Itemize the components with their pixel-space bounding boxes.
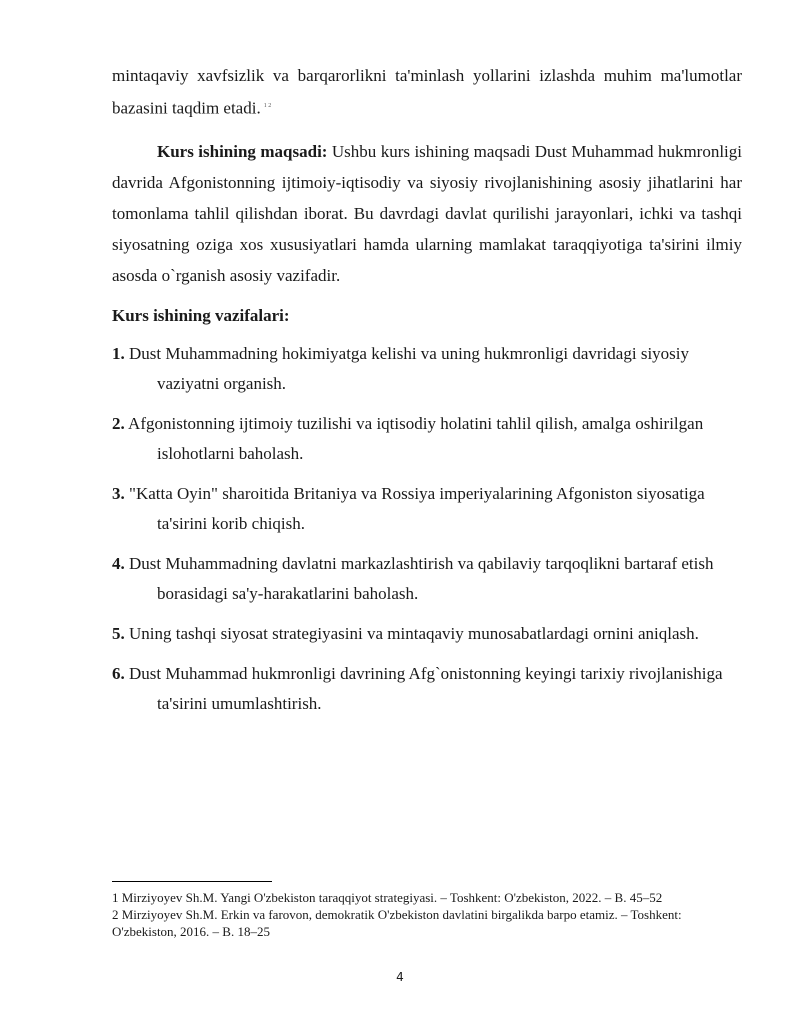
list-item — [112, 479, 742, 539]
item-number: 5. — [112, 623, 125, 643]
list-item — [112, 339, 742, 399]
item-text: Dust Muhammadning davlatni markazlashtirish va qabilaviy tarqoqlikni bartaraf etish borasidagi sa'y-harakatlarini baholash. — [124, 553, 714, 603]
tasks-heading: Kurs ishining vazifalari: — [112, 305, 290, 325]
item-text: Dust Muhammadning hokimiyatga kelishi va uning hukmronligi davridagi siyosiy vaziyatni organish. — [124, 343, 690, 393]
item-text: "Katta Oyin" sharoitida Britaniya va Rossiya imperiyalarining Afgoniston siyosatiga ta'sirini korib chiqish. — [124, 483, 705, 533]
list-item — [112, 659, 742, 719]
footnote-2: 2 Mirziyoyev Sh.M. Erkin va farovon, demokratik O'zbekiston davlatini birgalikda barpo etamiz. – Toshkent: O'zbekiston, 2016. – B. 18–25 — [112, 907, 682, 939]
item-text: Dust Muhammad hukmronligi davrining Afg`onistonning keyingi tarixiy rivojlanishiga ta'sirini umumlashtirish. — [124, 663, 723, 713]
item-number: 4. — [112, 553, 125, 573]
goal-paragraph — [112, 136, 742, 291]
intro-paragraph — [112, 60, 742, 124]
goal-text: Ushbu kurs ishining maqsadi Dust Muhammad hukmronligi davrida Afgonistonning ijtimoiy-iqtisodiy va siyosiy rivojlanishining asosiy jihatlarini har tomonlama tahlil qilishdan iborat. Bu davrdagi davlat qurilishi jarayonlari, ichki va tashqi siyosatning oziga xos xususiyatlari hamda ularning mamlakat taraqqiyotiga ta'sirini ilmiy asosda o`rganish asosiy vazifadir. — [112, 141, 742, 285]
list-item — [112, 409, 742, 469]
page-number: 4 — [396, 970, 404, 984]
page-body — [112, 60, 742, 729]
footnote-1: 1 Mirziyoyev Sh.M. Yangi O'zbekiston taraqqiyot strategiyasi. – Toshkent: O'zbekiston, 2022. – B. 45–52 — [112, 890, 663, 905]
tasks-list — [112, 339, 742, 719]
list-item — [112, 549, 742, 609]
goal-label: Kurs ishining maqsadi: — [157, 141, 328, 161]
footnote-refs: 1 2 — [263, 103, 272, 109]
item-number: 2. — [112, 413, 125, 433]
footnote-divider — [112, 881, 272, 882]
footnotes — [112, 889, 742, 940]
intro-text: mintaqaviy xavfsizlik va barqarorlikni ta'minlash yollarini izlashda muhim ma'lumotlar bazasini taqdim etadi. — [112, 66, 742, 118]
item-number: 6. — [112, 663, 125, 683]
list-item — [112, 619, 742, 649]
item-text: Afgonistonning ijtimoiy tuzilishi va iqtisodiy holatini tahlil qilish, amalga oshirilgan islohotlarni baholash. — [124, 413, 704, 463]
item-text: Uning tashqi siyosat strategiyasini va mintaqaviy munosabatlardagi ornini aniqlash. — [124, 623, 699, 643]
item-number: 1. — [112, 343, 125, 363]
item-number: 3. — [112, 483, 125, 503]
